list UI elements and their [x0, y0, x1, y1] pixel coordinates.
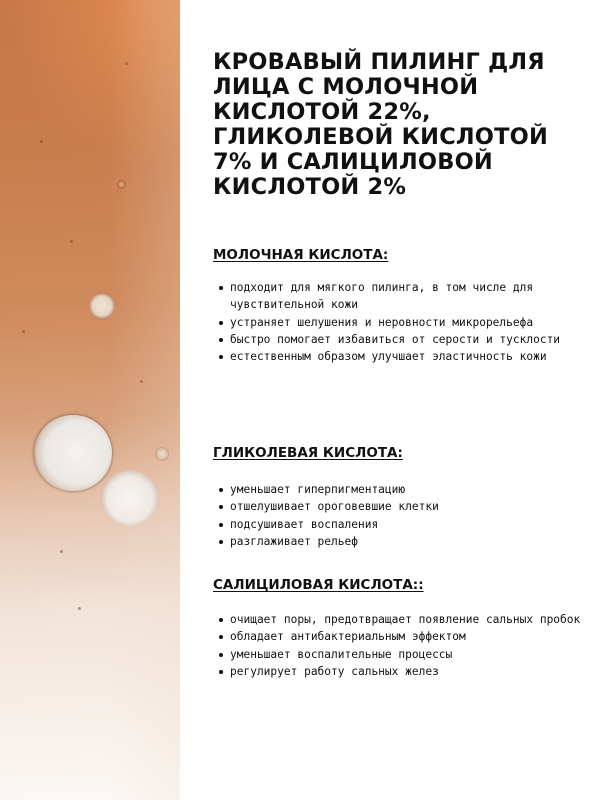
benefit-list	[213, 611, 583, 680]
list-item: разглаживает рельеф	[213, 533, 583, 550]
list-item: устраняет шелушения и неровности микрорельефа	[213, 314, 583, 331]
speck	[125, 62, 128, 65]
speck	[78, 607, 81, 610]
section-glycolic-acid	[213, 445, 583, 550]
list-item: подходит для мягкого пилинга, в том числе для чувствительной кожи	[213, 279, 583, 314]
speck	[140, 380, 143, 383]
speck	[70, 240, 73, 243]
speck	[22, 330, 25, 333]
list-item: уменьшает воспалительные процессы	[213, 646, 583, 663]
section-heading: МОЛОЧНАЯ КИСЛОТА:	[213, 247, 389, 263]
list-item: уменьшает гиперпигментацию	[213, 481, 583, 498]
section-heading: САЛИЦИЛОВАЯ КИСЛОТА::	[213, 577, 424, 593]
speck	[40, 140, 43, 143]
tiny-bubble	[155, 447, 169, 461]
list-item: обладает антибактериальным эффектом	[213, 628, 583, 645]
list-item: очищает поры, предотвращает появление сальных пробок	[213, 611, 583, 628]
list-item: естественным образом улучшает эластичность кожи	[213, 348, 583, 365]
list-item: регулирует работу сальных желез	[213, 663, 583, 680]
section-lactic-acid	[213, 247, 583, 365]
section-salicylic-acid	[213, 577, 583, 680]
small-bubble	[89, 292, 115, 320]
list-item: быстро помогает избавиться от серости и тусклости	[213, 331, 583, 348]
benefit-list	[213, 279, 583, 365]
tiny-bubble	[117, 180, 126, 189]
large-bubble	[34, 415, 112, 491]
page-title: КРОВАВЫЙ ПИЛИНГ ДЛЯ ЛИЦА С МОЛОЧНОЙ КИСЛОТОЙ 22%, ГЛИКОЛЕВОЙ КИСЛОТОЙ 7% И САЛИЦИЛОВОЙ КИСЛОТОЙ 2%	[213, 49, 549, 200]
section-heading: ГЛИКОЛЕВАЯ КИСЛОТА:	[213, 445, 403, 461]
text-panel	[213, 49, 583, 678]
speck	[60, 550, 63, 553]
list-item: отшелушивает ороговевшие клетки	[213, 498, 583, 515]
benefit-list	[213, 481, 583, 550]
serum-droplets-photo	[0, 0, 180, 800]
list-item: подсушивает воспаления	[213, 516, 583, 533]
medium-bubble	[101, 470, 159, 526]
